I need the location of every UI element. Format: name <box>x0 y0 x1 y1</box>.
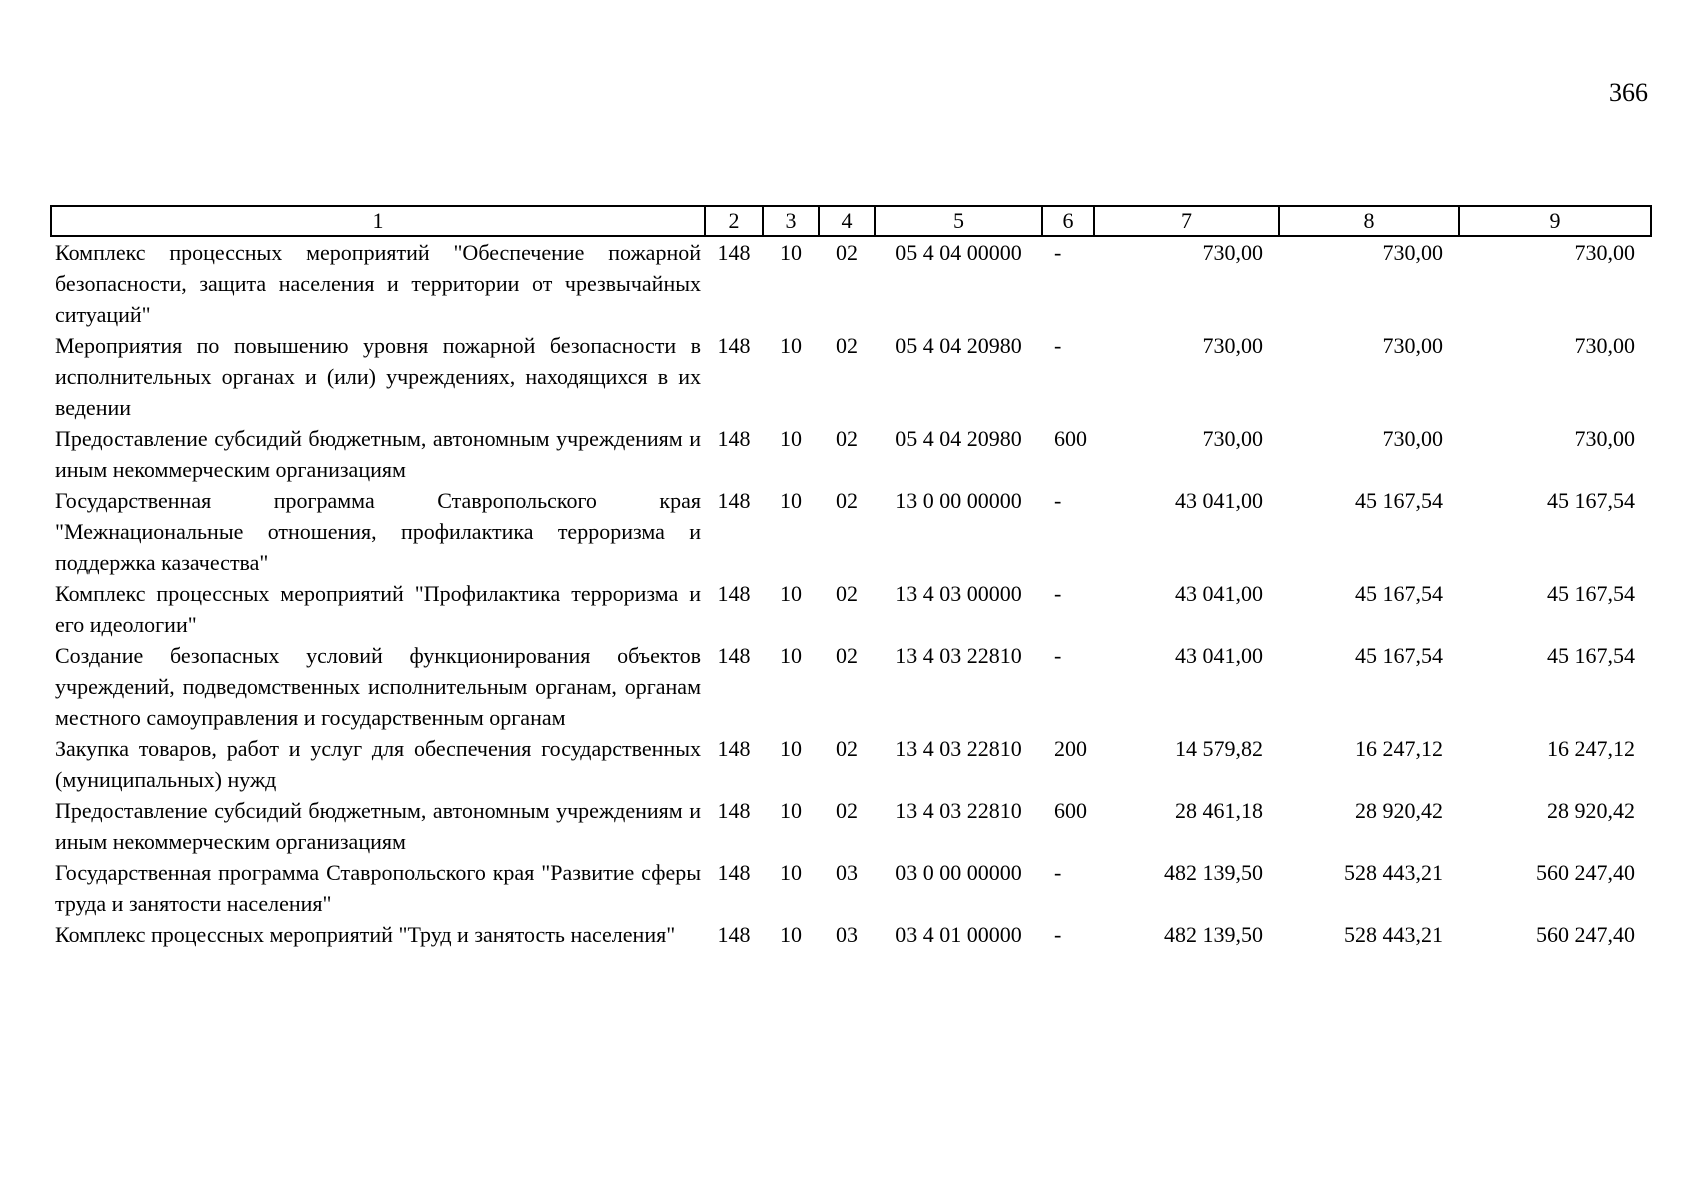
row-amount-col8: 528 443,21 <box>1344 860 1443 885</box>
row-ministry-code: 148 <box>717 581 751 606</box>
row-expense-type: - <box>1054 240 1062 265</box>
row-amount-col7: 730,00 <box>1202 426 1263 451</box>
row-subsection-code: 02 <box>836 488 858 513</box>
row-amount-col8: 730,00 <box>1382 333 1443 358</box>
row-amount-col7: 43 041,00 <box>1175 488 1263 513</box>
row-amount-col7: 482 139,50 <box>1164 860 1263 885</box>
row-amount-col9: 560 247,40 <box>1536 860 1635 885</box>
row-name: Комплекс процессных мероприятий "Труд и занятость населения" <box>55 922 676 947</box>
table-row <box>51 330 1651 423</box>
row-expense-type: 200 <box>1054 736 1087 761</box>
table-row <box>51 236 1651 330</box>
row-name: Предоставление субсидий бюджетным, автономным учреждениям и иным некоммерческим организациям <box>55 798 701 854</box>
row-ministry-code: 148 <box>717 240 751 265</box>
row-amount-col7: 730,00 <box>1202 240 1263 265</box>
header-col-3: 3 <box>763 206 819 236</box>
row-amount-col7: 43 041,00 <box>1175 581 1263 606</box>
row-section-code: 10 <box>780 922 802 947</box>
row-section-code: 10 <box>780 240 802 265</box>
row-amount-col8: 730,00 <box>1382 426 1443 451</box>
row-amount-col7: 14 579,82 <box>1175 736 1263 761</box>
page-number: 366 <box>1609 78 1648 107</box>
table-row <box>51 857 1651 919</box>
row-name: Государственная программа Ставропольского края "Межнациональные отношения, профилактика терроризма и поддержка казачества" <box>55 488 701 575</box>
row-target-article: 13 4 03 00000 <box>895 581 1022 606</box>
row-amount-col9: 45 167,54 <box>1547 488 1635 513</box>
table-row <box>51 485 1651 578</box>
row-amount-col8: 730,00 <box>1382 240 1443 265</box>
row-ministry-code: 148 <box>717 860 751 885</box>
row-section-code: 10 <box>780 860 802 885</box>
row-target-article: 03 4 01 00000 <box>895 922 1022 947</box>
header-col-8: 8 <box>1279 206 1459 236</box>
header-col-7: 7 <box>1094 206 1279 236</box>
row-name: Закупка товаров, работ и услуг для обеспечения государственных (муниципальных) нужд <box>55 736 701 792</box>
row-amount-col8: 16 247,12 <box>1355 736 1443 761</box>
row-amount-col9: 16 247,12 <box>1547 736 1635 761</box>
row-expense-type: 600 <box>1054 798 1087 823</box>
row-target-article: 03 0 00 00000 <box>895 860 1022 885</box>
row-section-code: 10 <box>780 426 802 451</box>
budget-table <box>50 205 1652 950</box>
row-amount-col7: 28 461,18 <box>1175 798 1263 823</box>
row-subsection-code: 02 <box>836 240 858 265</box>
row-expense-type: - <box>1054 333 1062 358</box>
row-subsection-code: 02 <box>836 643 858 668</box>
row-subsection-code: 02 <box>836 736 858 761</box>
row-expense-type: - <box>1054 581 1062 606</box>
row-name: Предоставление субсидий бюджетным, автономным учреждениям и иным некоммерческим организациям <box>55 426 701 482</box>
row-amount-col8: 45 167,54 <box>1355 643 1443 668</box>
row-ministry-code: 148 <box>717 736 751 761</box>
header-col-6: 6 <box>1042 206 1094 236</box>
row-target-article: 13 4 03 22810 <box>895 736 1022 761</box>
row-amount-col9: 730,00 <box>1574 240 1635 265</box>
table-row <box>51 919 1651 950</box>
row-name: Создание безопасных условий функционирования объектов учреждений, подведомственных исполнительным органам, органам местного самоуправления и государственным органам <box>55 643 701 730</box>
table-row <box>51 795 1651 857</box>
row-target-article: 13 4 03 22810 <box>895 798 1022 823</box>
row-section-code: 10 <box>780 581 802 606</box>
row-section-code: 10 <box>780 798 802 823</box>
row-target-article: 05 4 04 20980 <box>895 426 1022 451</box>
row-section-code: 10 <box>780 333 802 358</box>
row-expense-type: - <box>1054 922 1062 947</box>
row-subsection-code: 03 <box>836 860 858 885</box>
row-section-code: 10 <box>780 643 802 668</box>
table-body <box>51 236 1651 950</box>
row-amount-col9: 45 167,54 <box>1547 581 1635 606</box>
header-col-2: 2 <box>705 206 763 236</box>
row-ministry-code: 148 <box>717 488 751 513</box>
row-subsection-code: 02 <box>836 798 858 823</box>
row-amount-col7: 482 139,50 <box>1164 922 1263 947</box>
row-name: Комплекс процессных мероприятий "Обеспечение пожарной безопасности, защита населения и территории от чрезвычайных ситуаций" <box>55 240 701 327</box>
table-header-row <box>51 206 1651 236</box>
row-ministry-code: 148 <box>717 643 751 668</box>
row-amount-col8: 28 920,42 <box>1355 798 1443 823</box>
header-col-4: 4 <box>819 206 875 236</box>
header-col-1: 1 <box>51 206 705 236</box>
row-section-code: 10 <box>780 488 802 513</box>
row-subsection-code: 02 <box>836 426 858 451</box>
row-expense-type: 600 <box>1054 426 1087 451</box>
row-amount-col8: 45 167,54 <box>1355 581 1443 606</box>
row-name: Комплекс процессных мероприятий "Профилактика терроризма и его идеологии" <box>55 581 701 637</box>
row-ministry-code: 148 <box>717 798 751 823</box>
row-amount-col9: 560 247,40 <box>1536 922 1635 947</box>
row-name: Мероприятия по повышению уровня пожарной безопасности в исполнительных органах и (или) учреждениях, находящихся в их ведении <box>55 333 701 420</box>
row-amount-col7: 43 041,00 <box>1175 643 1263 668</box>
row-name: Государственная программа Ставропольского края "Развитие сферы труда и занятости населения" <box>55 860 701 916</box>
header-col-9: 9 <box>1459 206 1651 236</box>
row-target-article: 05 4 04 00000 <box>895 240 1022 265</box>
row-expense-type: - <box>1054 643 1062 668</box>
row-amount-col9: 28 920,42 <box>1547 798 1635 823</box>
row-subsection-code: 03 <box>836 922 858 947</box>
row-amount-col9: 730,00 <box>1574 333 1635 358</box>
table-row <box>51 423 1651 485</box>
table-row <box>51 640 1651 733</box>
row-expense-type: - <box>1054 488 1062 513</box>
row-subsection-code: 02 <box>836 581 858 606</box>
table-row <box>51 733 1651 795</box>
row-target-article: 13 4 03 22810 <box>895 643 1022 668</box>
row-amount-col8: 528 443,21 <box>1344 922 1443 947</box>
row-amount-col7: 730,00 <box>1202 333 1263 358</box>
row-target-article: 05 4 04 20980 <box>895 333 1022 358</box>
row-expense-type: - <box>1054 860 1062 885</box>
row-ministry-code: 148 <box>717 922 751 947</box>
row-amount-col9: 730,00 <box>1574 426 1635 451</box>
row-subsection-code: 02 <box>836 333 858 358</box>
row-ministry-code: 148 <box>717 426 751 451</box>
row-target-article: 13 0 00 00000 <box>895 488 1022 513</box>
row-section-code: 10 <box>780 736 802 761</box>
row-ministry-code: 148 <box>717 333 751 358</box>
header-col-5: 5 <box>875 206 1042 236</box>
row-amount-col8: 45 167,54 <box>1355 488 1443 513</box>
table-row <box>51 578 1651 640</box>
row-amount-col9: 45 167,54 <box>1547 643 1635 668</box>
